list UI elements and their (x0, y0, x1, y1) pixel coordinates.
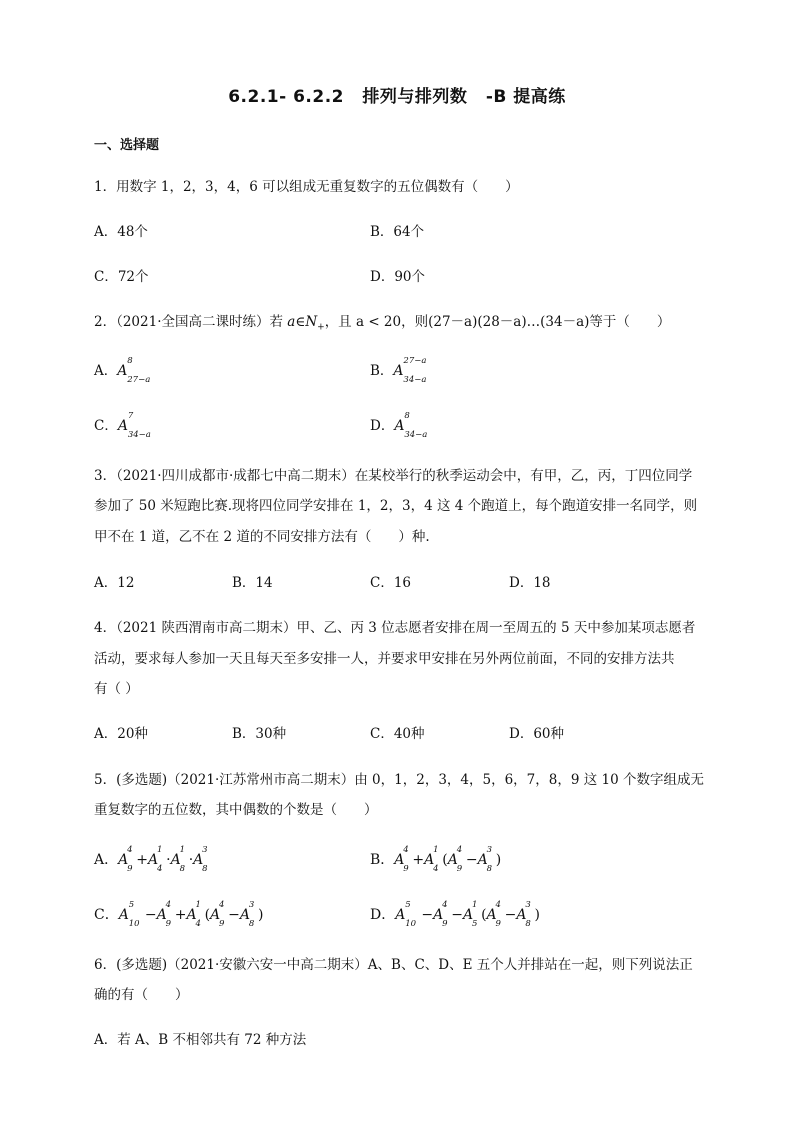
question-5-option-d: D．A 5 10 −A 4 9 −A 1 5 (A 4 9 −A 3 8 ) (370, 900, 540, 929)
question-4-option-c: C．40种 (370, 726, 425, 742)
question-5-line-1: 5．(多选题)（2021·江苏常州市高二期末）由 0，1，2，3，4，5，6，7，8，9 这 10 个数字组成无 (94, 772, 705, 788)
question-4-line-1: 4．（2021 陕西渭南市高二期末）甲、乙、丙 3 位志愿者安排在周一至周五的 5 天中参加某项志愿者 (94, 620, 696, 636)
question-2-option-b: B．A 27−a 34−a (370, 356, 427, 385)
title-section-number: 6.2.1- 6.2.2 (228, 87, 344, 107)
question-1-option-d: D．90个 (370, 269, 426, 285)
question-5-option-a: A．A 4 9 +A 1 4 ·A 1 8 ·A 3 8 (94, 845, 208, 874)
question-3-option-c: C．16 (370, 575, 412, 591)
question-5-option-c: C．A 5 10 −A 4 9 +A 1 4 (A 4 9 −A 3 8 ) (94, 900, 264, 929)
question-4-option-a: A．20种 (94, 726, 148, 742)
question-4-line-3: 有（ ） (94, 681, 139, 697)
question-3-option-d: D．18 (509, 575, 551, 591)
question-6-line-1: 6．(多选题)（2021·安徽六安一中高二期末）A、B、C、D、E 五个人并排站在一起，则下列说法正 (94, 957, 693, 973)
question-3-option-b: B．14 (232, 575, 273, 591)
question-4-line-2: 活动，要求每人参加一天且每天至多安排一人，并要求甲安排在另外两位前面，不同的安排方法共 (94, 651, 675, 667)
question-4-option-d: D．60种 (509, 726, 565, 742)
question-2-stem: 2．（2021·全国高二课时练）若 $a\in N_+$，且 a < 20，则(27－a)(28－a)…(34－a)等于（ ） (94, 314, 671, 333)
question-3-option-a: A．12 (94, 575, 135, 591)
question-3-line-2: 参加了 50 米短跑比赛.现将四位同学安排在 1，2，3，4 这 4 个跑道上，每个跑道安排一名同学，则 (94, 498, 698, 514)
title-level: -B 提高练 (485, 87, 566, 107)
question-4-option-b: B．30种 (232, 726, 287, 742)
question-1-option-a: A．48个 (94, 224, 148, 240)
section-heading: 一、选择题 (94, 138, 160, 153)
page-title (0, 82, 794, 107)
question-2-option-d: D．A 8 34−a (370, 411, 428, 440)
question-5-option-b: B．A 4 9 +A 1 4 (A 4 9 −A 3 8 ) (370, 845, 502, 874)
question-6-line-2: 确的有（ ） (94, 987, 189, 1003)
question-2-option-c: C．A 7 34−a (94, 411, 151, 440)
question-2-option-a: A．A 8 27−a (94, 356, 151, 385)
question-3-line-3: 甲不在 1 道，乙不在 2 道的不同安排方法有（ ）种. (94, 529, 430, 545)
question-6-option-a: A．若 A、B 不相邻共有 72 种方法 (94, 1032, 307, 1048)
question-1-option-b: B．64个 (370, 224, 425, 240)
question-1-option-c: C．72个 (94, 269, 149, 285)
question-5-line-2: 重复数字的五位数，其中偶数的个数是（ ） (94, 802, 378, 818)
title-topic: 排列与排列数 (362, 87, 468, 107)
question-1-stem: 1．用数字 1，2，3，4，6 可以组成无重复数字的五位偶数有（ ） (94, 179, 519, 195)
question-3-line-1: 3．（2021·四川成都市·成都七中高二期末）在某校举行的秋季运动会中，有甲，乙，丙，丁四位同学 (94, 468, 693, 484)
